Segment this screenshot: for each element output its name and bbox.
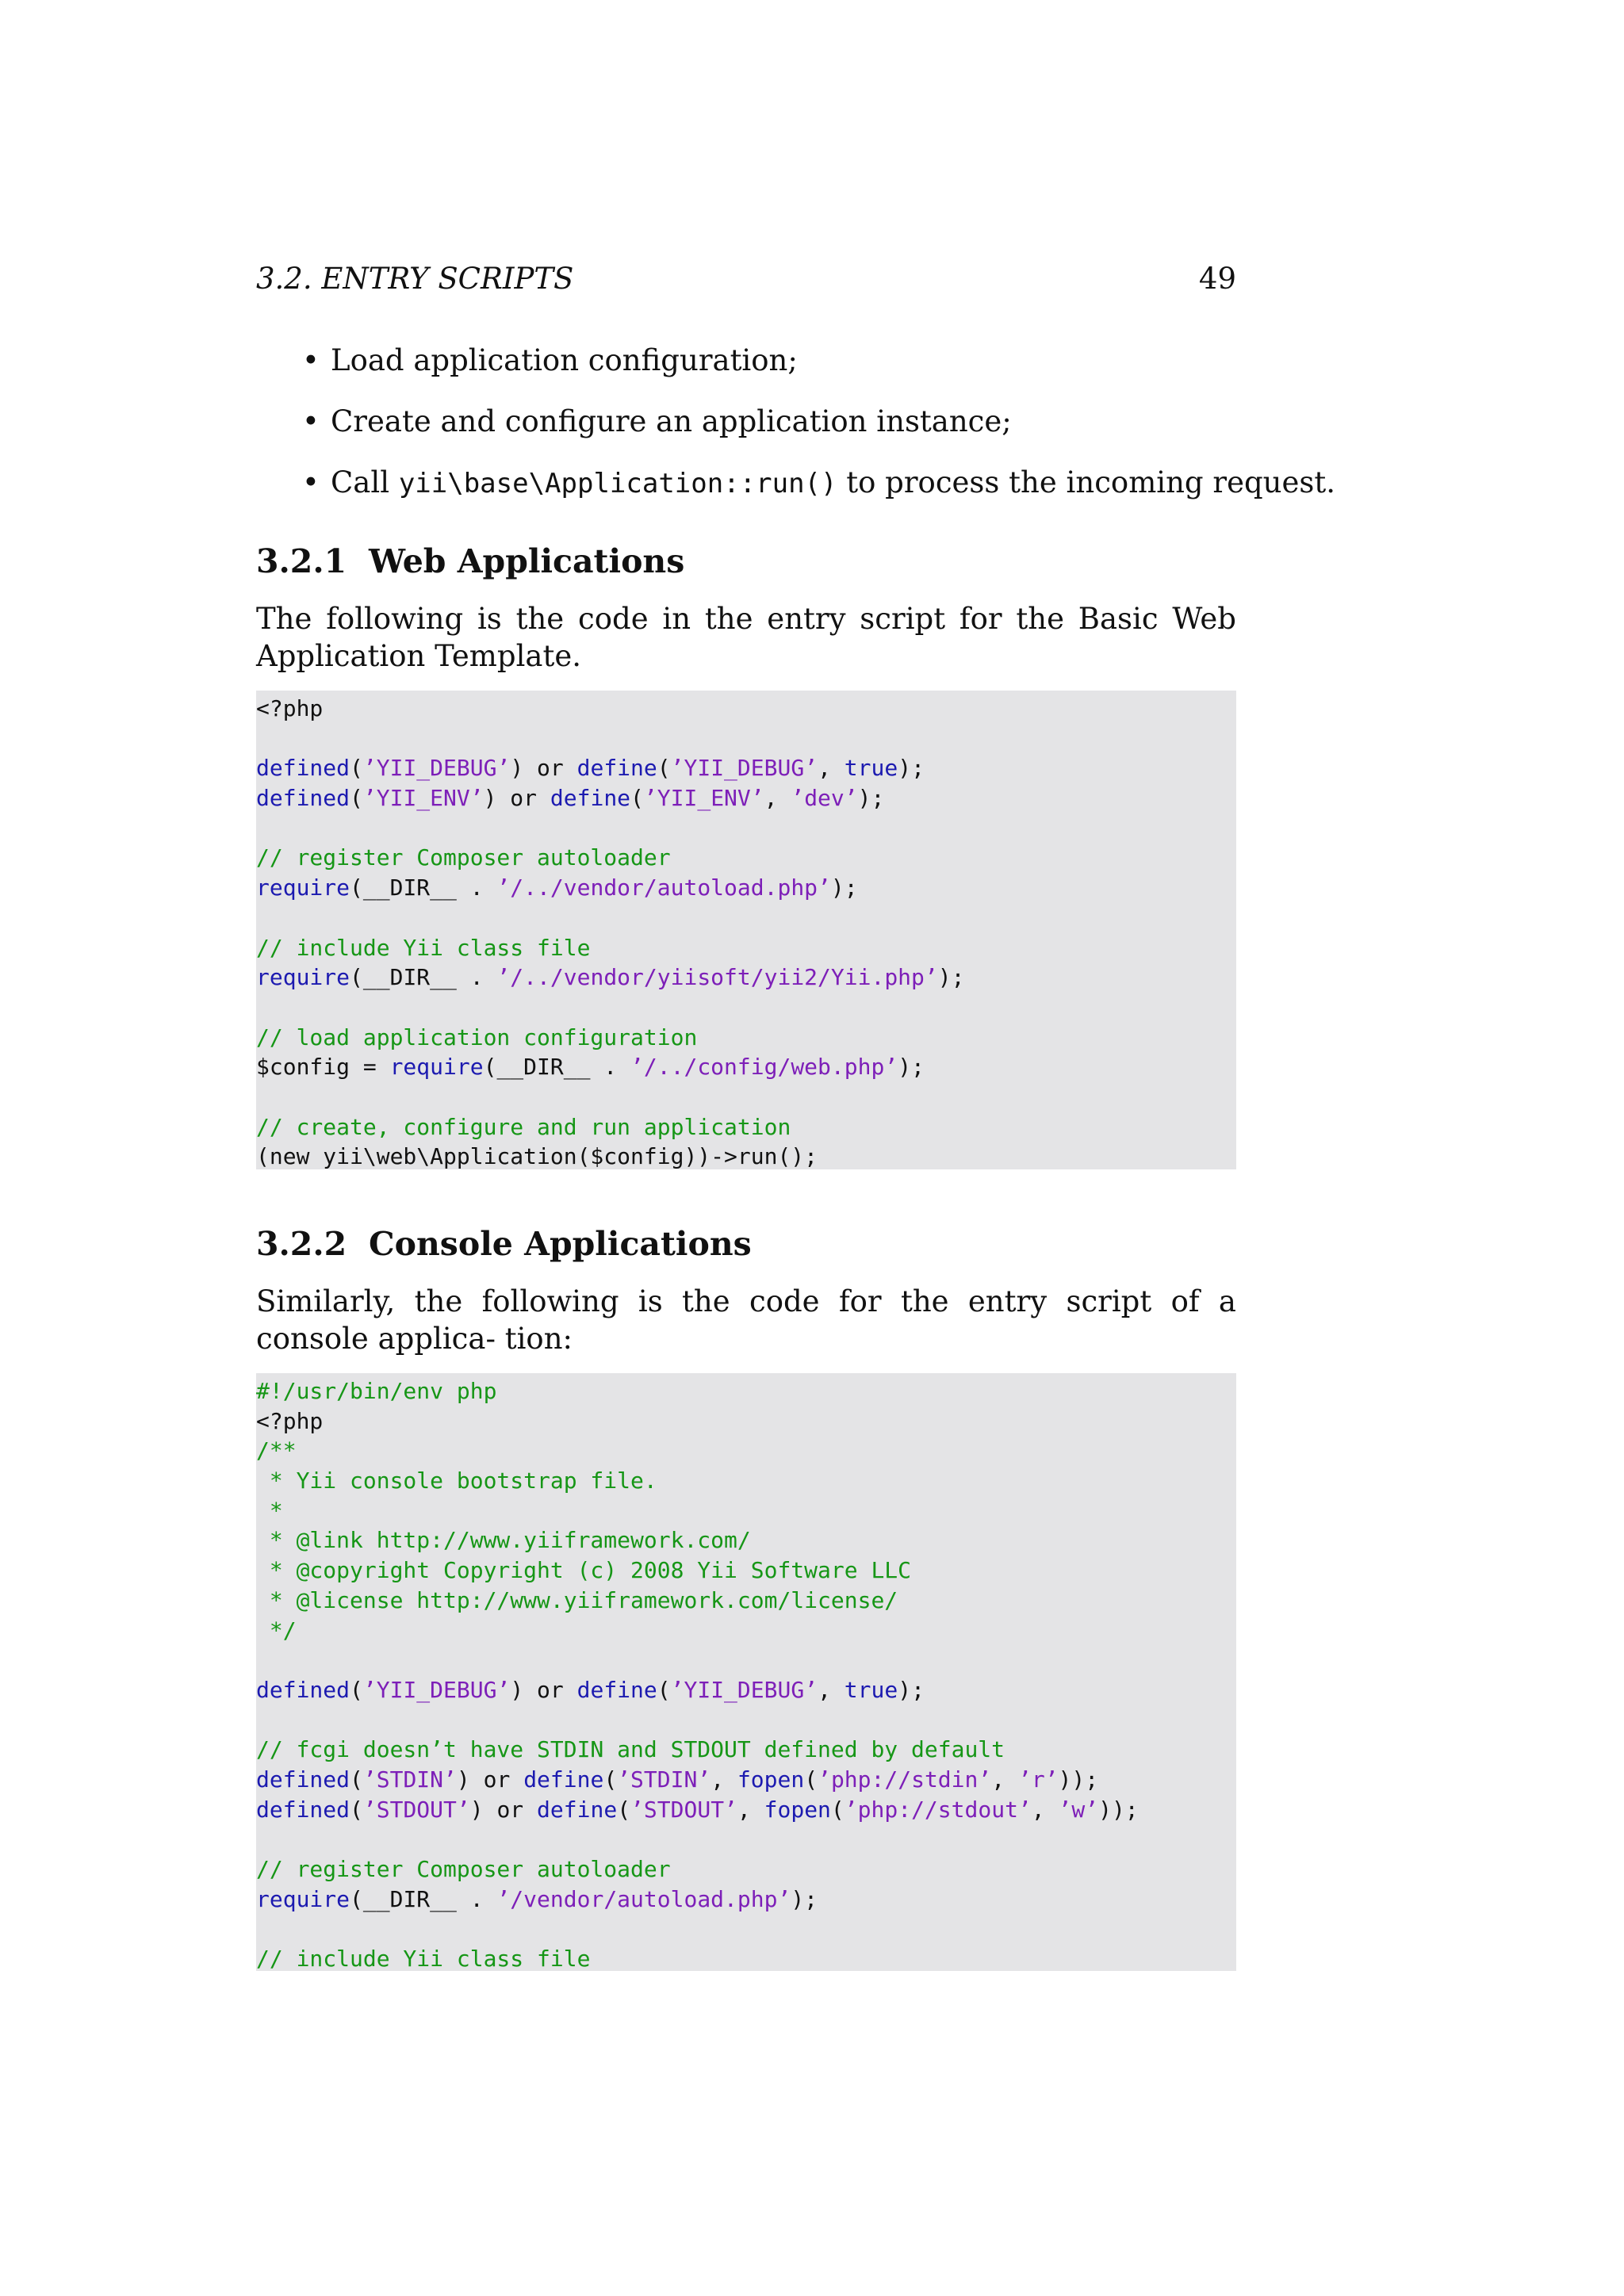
bullet-dot-icon: • — [302, 404, 320, 438]
code-keyword: defined — [256, 755, 350, 782]
code-text: , — [818, 755, 845, 782]
section-title: Web Applications — [369, 542, 685, 580]
code-text: ); — [898, 1054, 925, 1081]
bullet-list — [256, 343, 1335, 526]
code-line — [256, 993, 1236, 1023]
code-text: ( — [350, 755, 363, 782]
code-text: ( — [830, 1796, 845, 1823]
code-block-console-entry-script — [256, 1373, 1236, 1971]
code-string: ’dev’ — [791, 785, 858, 812]
code-text: ); — [830, 874, 858, 901]
bullet-item — [256, 465, 1335, 526]
code-string: ’/../config/web.php’ — [630, 1054, 898, 1081]
code-string: ’YII_DEBUG’ — [670, 1676, 818, 1703]
code-keyword: true — [844, 1676, 898, 1703]
code-text: (new yii\web\Application($config))->run(); — [256, 1143, 818, 1169]
bullet-text-after: to process the incoming request. — [837, 465, 1335, 499]
code-text: ( — [603, 1766, 618, 1793]
code-keyword: require — [256, 1885, 350, 1912]
code-string: ’YII_DEBUG’ — [362, 755, 511, 782]
code-string: ’STDIN’ — [617, 1766, 711, 1793]
code-comment: // register Composer autoloader — [256, 844, 671, 871]
bullet-text: Create and configure an application instance; — [331, 404, 1012, 438]
code-text: <?php — [256, 695, 324, 721]
code-text: ) or — [483, 785, 550, 812]
code-text: ( — [350, 785, 363, 812]
code-line — [256, 1735, 1236, 1765]
code-line — [256, 1556, 1236, 1586]
code-string: ’w’ — [1058, 1796, 1099, 1823]
code-string: ’YII_ENV’ — [643, 785, 764, 812]
code-text: ); — [898, 755, 925, 782]
code-string: ’/vendor/autoload.php’ — [496, 1885, 791, 1912]
bullet-text: Load application configuration; — [331, 343, 798, 377]
bullet-item — [256, 343, 1236, 404]
code-text: (__DIR__ . — [350, 964, 497, 991]
code-line — [256, 1112, 1236, 1142]
section-heading-console-applications — [256, 1225, 752, 1263]
code-string: ’STDOUT’ — [630, 1796, 737, 1823]
code-line — [256, 1525, 1236, 1556]
code-text: $config = — [256, 1054, 390, 1081]
section-number: 3.2.2 — [256, 1225, 347, 1263]
code-text: ) or — [469, 1796, 538, 1823]
code-line — [256, 843, 1236, 873]
code-text: , — [737, 1796, 764, 1823]
code-text: , — [764, 785, 791, 812]
code-line — [256, 753, 1236, 783]
code-text: ( — [804, 1766, 818, 1793]
code-text: ); — [937, 964, 965, 991]
code-line — [256, 813, 1236, 844]
code-text: ( — [657, 755, 671, 782]
section-title: Console Applications — [369, 1225, 752, 1263]
code-line — [256, 1496, 1236, 1526]
section-number: 3.2.1 — [256, 542, 347, 580]
code-comment: * @license http://www.yiiframework.com/license/ — [256, 1586, 898, 1613]
code-text: ); — [857, 785, 885, 812]
code-text: ) or — [510, 755, 577, 782]
bullet-dot-icon: • — [302, 343, 320, 377]
code-keyword: defined — [256, 1676, 350, 1703]
code-comment: */ — [256, 1617, 297, 1644]
code-text: , — [1031, 1796, 1059, 1823]
code-line — [256, 724, 1236, 754]
code-line — [256, 1765, 1236, 1795]
section-heading-web-applications — [256, 542, 684, 580]
code-line — [256, 1914, 1236, 1944]
code-line — [256, 933, 1236, 963]
code-text: ) or — [510, 1676, 577, 1703]
code-line — [256, 1406, 1236, 1437]
code-line — [256, 1645, 1236, 1675]
code-keyword: define — [537, 1796, 618, 1823]
code-string: ’YII_DEBUG’ — [670, 755, 818, 782]
code-string: ’STDOUT’ — [362, 1796, 470, 1823]
code-line — [256, 1854, 1236, 1885]
code-text: (__DIR__ . — [483, 1054, 631, 1081]
code-keyword: define — [576, 755, 657, 782]
code-line — [256, 1052, 1236, 1082]
code-text: ( — [617, 1796, 631, 1823]
code-string: ’r’ — [1017, 1766, 1059, 1793]
code-line — [256, 873, 1236, 903]
code-keyword: require — [256, 964, 350, 991]
code-line — [256, 1616, 1236, 1646]
code-string: ’php://stdout’ — [844, 1796, 1032, 1823]
code-keyword: require — [389, 1054, 484, 1081]
code-comment: // fcgi doesn’t have STDIN and STDOUT defined by default — [256, 1736, 1005, 1763]
code-text: ( — [350, 1766, 363, 1793]
code-text: )); — [1098, 1796, 1139, 1823]
code-keyword: defined — [256, 1766, 350, 1793]
code-string: ’YII_ENV’ — [362, 785, 484, 812]
code-text: (__DIR__ . — [350, 1885, 497, 1912]
code-text: )); — [1058, 1766, 1099, 1793]
code-comment: // include Yii class file — [256, 934, 591, 961]
code-line — [256, 1376, 1236, 1406]
code-line — [256, 694, 1236, 724]
code-string: ’/../vendor/yiisoft/yii2/Yii.php’ — [496, 964, 938, 991]
code-string: ’YII_DEBUG’ — [362, 1676, 511, 1703]
code-text: <?php — [256, 1407, 324, 1434]
code-line — [256, 962, 1236, 993]
code-text: ( — [630, 785, 644, 812]
code-comment: // create, configure and run application — [256, 1113, 791, 1140]
code-comment: * @link http://www.yiiframework.com/ — [256, 1527, 751, 1554]
code-comment: // register Composer autoloader — [256, 1856, 671, 1882]
code-keyword: require — [256, 874, 350, 901]
paragraph-web-intro: The following is the code in the entry script for the Basic Web Application Template. — [256, 602, 1236, 673]
code-comment: #!/usr/bin/env php — [256, 1378, 497, 1404]
code-text: , — [991, 1766, 1018, 1793]
inline-code: yii\base\Application::run() — [398, 468, 837, 499]
code-string: ’/../vendor/autoload.php’ — [496, 874, 831, 901]
code-text: ( — [657, 1676, 671, 1703]
code-comment: * @copyright Copyright (c) 2008 Yii Software LLC — [256, 1557, 912, 1584]
code-text: (__DIR__ . — [350, 874, 497, 901]
code-line — [256, 1466, 1236, 1496]
code-comment: // include Yii class file — [256, 1946, 591, 1971]
code-comment: * — [256, 1497, 283, 1524]
code-line — [256, 1675, 1236, 1705]
code-line — [256, 1824, 1236, 1854]
code-line — [256, 1944, 1236, 1971]
code-line — [256, 903, 1236, 933]
code-comment: * Yii console bootstrap file. — [256, 1468, 657, 1494]
code-line — [256, 1795, 1236, 1825]
code-text: ( — [350, 1676, 363, 1703]
code-keyword: defined — [256, 1796, 350, 1823]
code-keyword: fopen — [737, 1766, 805, 1793]
code-comment: /** — [256, 1437, 297, 1464]
code-text: ) or — [456, 1766, 524, 1793]
bullet-text-before: Call — [331, 465, 399, 499]
code-text: ( — [350, 1796, 363, 1823]
code-keyword: fopen — [764, 1796, 831, 1823]
code-string: ’php://stdin’ — [818, 1766, 992, 1793]
bullet-item — [256, 404, 1236, 465]
paragraph-console-intro: Similarly, the following is the code for the entry script of a console applica- tion: — [256, 1284, 1236, 1356]
code-text: , — [818, 1676, 845, 1703]
code-keyword: true — [844, 755, 898, 782]
code-string: ’STDIN’ — [362, 1766, 457, 1793]
code-line — [256, 1885, 1236, 1915]
code-keyword: define — [523, 1766, 604, 1793]
code-keyword: defined — [256, 785, 350, 812]
code-line — [256, 1436, 1236, 1466]
code-line — [256, 1082, 1236, 1112]
code-line — [256, 1586, 1236, 1616]
code-keyword: define — [576, 1676, 657, 1703]
code-comment: // load application configuration — [256, 1024, 698, 1050]
code-keyword: define — [550, 785, 631, 812]
bullet-dot-icon: • — [302, 465, 320, 499]
code-line — [256, 1142, 1236, 1169]
running-header — [256, 262, 1236, 298]
code-text: ); — [898, 1676, 925, 1703]
code-line — [256, 1705, 1236, 1735]
code-text: , — [710, 1766, 737, 1793]
code-block-web-entry-script — [256, 691, 1236, 1169]
running-header-title: 3.2. ENTRY SCRIPTS — [256, 262, 574, 296]
code-line — [256, 783, 1236, 813]
code-line — [256, 1023, 1236, 1053]
code-text: ); — [791, 1885, 818, 1912]
page-number: 49 — [1198, 262, 1236, 296]
